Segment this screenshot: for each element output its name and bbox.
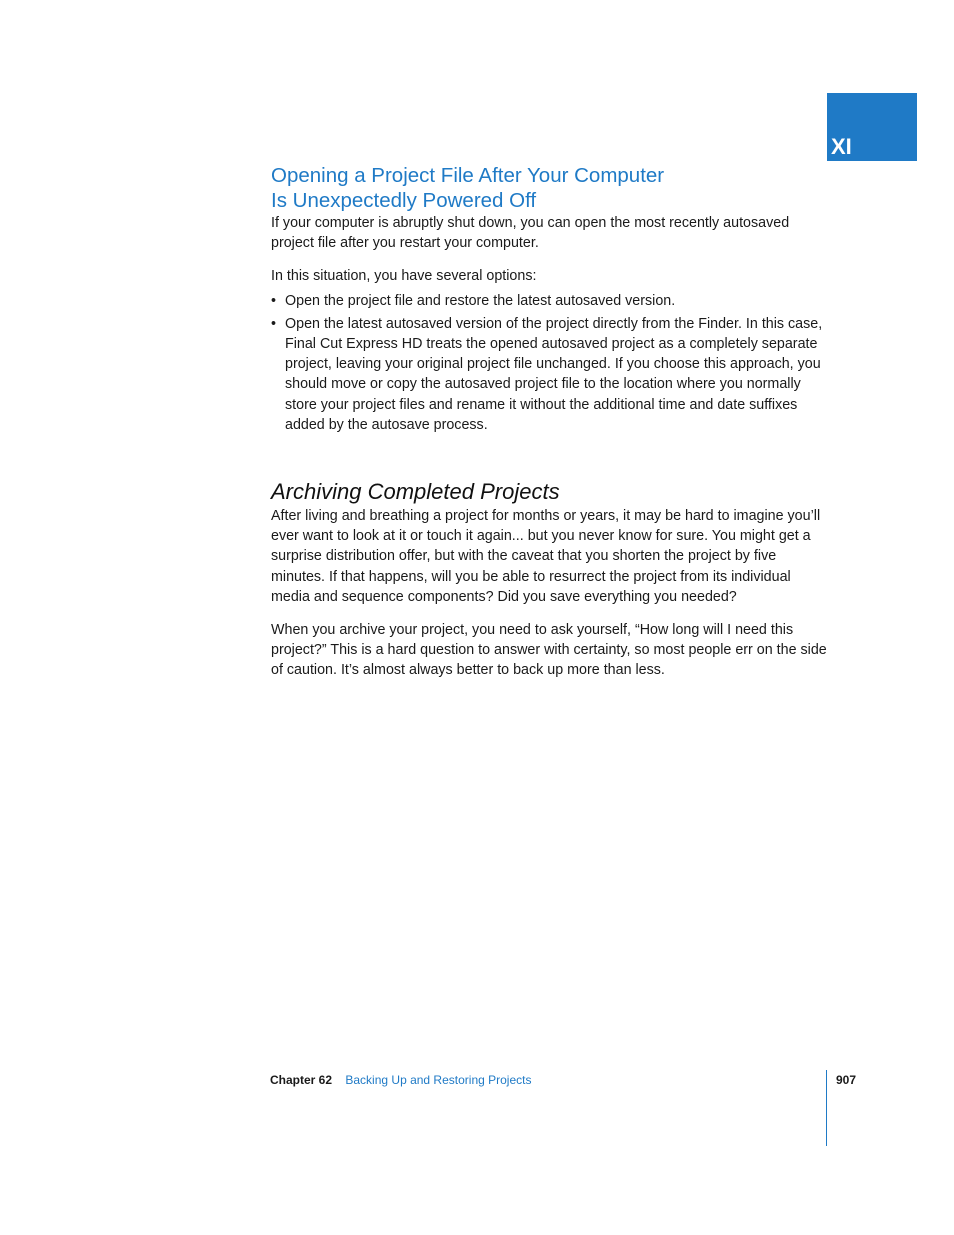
list-item-text: Open the project file and restore the latest autosaved version. <box>285 292 676 309</box>
footer-divider <box>826 1070 827 1146</box>
bullet-glyph: • <box>271 292 277 309</box>
section-heading-line-1: Opening a Project File After Your Computer <box>271 164 665 187</box>
page-content <box>271 163 831 681</box>
section-heading-archiving: Archiving Completed Projects <box>271 479 560 505</box>
page-number: 907 <box>836 1073 857 1087</box>
bullet-glyph: • <box>271 315 277 332</box>
paragraph: When you archive your project, you need to ask yourself, “How long will I need this project?” This is a hard question to answer with certainty, so most people err on the side of caution. It’s almost always better to back up more than less. <box>271 622 827 679</box>
section-heading-line-2: Is Unexpectedly Powered Off <box>271 189 537 212</box>
list-item <box>271 314 831 435</box>
list-item <box>271 291 831 311</box>
footer-chapter: Chapter 62 <box>270 1073 333 1087</box>
list-item-text: Open the latest autosaved version of the project directly from the Finder. In this case, Final Cut Express HD treats the opened autosaved project as a completely separate project, leaving your original project file unchanged. If you choose this approach, you should move or copy the autosaved project file to the location where you normally store your project files and rename it without the additional time and date suffixes added by the autosave process. <box>285 315 823 433</box>
options-list <box>271 291 831 435</box>
section-heading-opening-project <box>271 163 831 213</box>
part-tab-label: XI <box>831 134 852 159</box>
paragraph: If your computer is abruptly shut down, you can open the most recently autosaved project file after you restart your computer. <box>271 215 790 252</box>
footer-chapter-title: Backing Up and Restoring Projects <box>345 1073 532 1087</box>
paragraph: After living and breathing a project for months or years, it may be hard to imagine you’ll ever want to look at it or touch it again... but you never know for sure. You might get a surprise distribution offer, but with the caveat that you shorten the project by five minutes. If that happens, will you be able to resurrect the project from its individual media and sequence components? Did you save everything you needed? <box>271 508 821 605</box>
paragraph: In this situation, you have several options: <box>271 268 537 285</box>
part-tab <box>827 93 917 161</box>
page-footer <box>270 1072 531 1088</box>
